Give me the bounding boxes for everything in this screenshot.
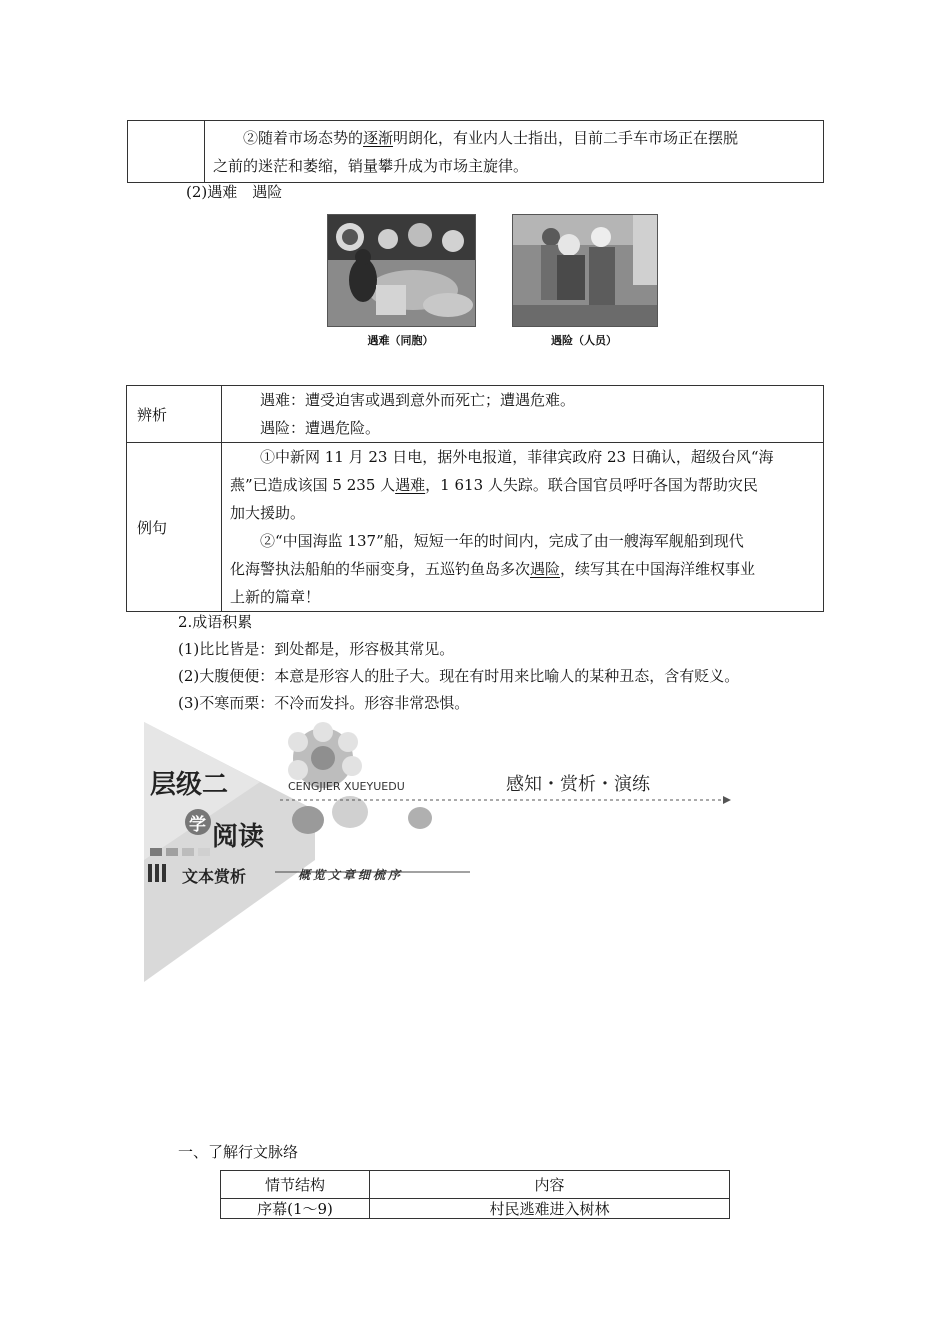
idioms-heading: 2.成语积累 <box>178 613 253 631</box>
text-fragment: 明朗化，有业内人士指出，目前二手车市场正在摆脱 <box>393 128 739 147</box>
plot-structure-table <box>220 1170 730 1219</box>
idiom-item: (3)不寒而栗：不冷而发抖。形容非常恐惧。 <box>178 694 470 712</box>
top-table-line-1 <box>213 124 815 152</box>
banner-pinyin: CENGJIER XUEYUEDU <box>288 780 405 793</box>
analysis-line-1: 遇难：遭受迫害或遇到意外而死亡；遭遇危难。 <box>260 391 576 409</box>
top-table-content-cell <box>205 121 824 183</box>
example-2-line-3: 上新的篇章！ <box>230 588 321 606</box>
example-content-cell <box>222 443 824 612</box>
analysis-label-cell <box>127 386 222 443</box>
analysis-label: 辨析 <box>137 405 168 424</box>
top-table <box>127 120 824 183</box>
example-1-line-1: ①中新网 11 月 23 日电，据外电报道，菲律宾政府 23 日确认，超级台风“海 <box>260 448 774 466</box>
banner-level: 层级二 <box>150 770 229 800</box>
top-table-line-2: 之前的迷茫和萎缩，销量攀升成为市场主旋律。 <box>213 156 529 175</box>
comparison-table <box>126 385 824 612</box>
underlined-word: 逐渐 <box>363 128 394 147</box>
example-1-line-2 <box>230 471 815 499</box>
text-fragment: ，1 613 人失踪。联合国官员呼吁各国为帮助灾民 <box>425 476 758 494</box>
memorial-photo-caption: 遇难（同胞） <box>367 334 434 347</box>
example-label-cell <box>127 443 222 612</box>
banner-section: 文本赏析 <box>182 867 247 886</box>
banner-yuedu: 阅读 <box>212 822 265 852</box>
underlined-word: 遇险 <box>530 560 561 578</box>
banner-xue: 学 <box>189 815 206 835</box>
banner-subsection: 概览文章细梳序 <box>298 868 404 882</box>
memorial-photo-image <box>328 215 475 326</box>
analysis-line-2: 遇险：遭遇危险。 <box>260 419 381 437</box>
analysis-content-cell <box>222 386 824 443</box>
rescue-photo-caption: 遇险（人员） <box>551 334 617 347</box>
top-table-label-cell <box>128 121 205 183</box>
text-fragment: 燕”已造成该国 5 235 人 <box>230 476 396 494</box>
small-flower-icons <box>292 796 432 834</box>
level-two-banner <box>140 720 740 982</box>
rescue-photo <box>512 214 658 327</box>
idiom-item: (1)比比皆是：到处都是，形容极其常见。 <box>178 640 455 658</box>
table-row <box>221 1199 730 1219</box>
idioms-section <box>178 609 739 717</box>
text-fragment: ，续写其在中国海洋维权事业 <box>560 560 756 578</box>
idiom-item: (2)大腹便便：本意是形容人的肚子大。现在有时用来比喻人的某种丑态，含有贬义。 <box>178 667 740 685</box>
header-structure: 情节结构 <box>221 1171 370 1199</box>
text-fragment: ②随着市场态势的 <box>243 128 364 147</box>
example-2-line-2 <box>230 555 815 583</box>
banner-slogan: 感知・赏析・演练 <box>506 774 650 795</box>
example-label: 例句 <box>137 518 168 537</box>
text-fragment: 化海警执法船舶的华丽变身，五巡钓鱼岛多次 <box>230 560 531 578</box>
row-structure-cell: 序幕(1～9) <box>221 1199 370 1219</box>
section-heading-2: (2)遇难 遇险 <box>186 183 283 201</box>
row-content-cell: 村民逃难进入树林 <box>370 1199 730 1219</box>
example-1-line-3: 加大援助。 <box>230 504 306 522</box>
header-content: 内容 <box>370 1171 730 1199</box>
underlined-word: 遇难 <box>395 476 426 494</box>
example-2-line-1: ②“中国海监 137”船，短短一年的时间内，完成了由一艘海军舰船到现代 <box>260 532 744 550</box>
memorial-photo <box>327 214 476 327</box>
rescue-photo-image <box>513 215 657 326</box>
flower-icon <box>288 722 362 788</box>
part-one-heading: 一、了解行文脉络 <box>178 1143 299 1161</box>
